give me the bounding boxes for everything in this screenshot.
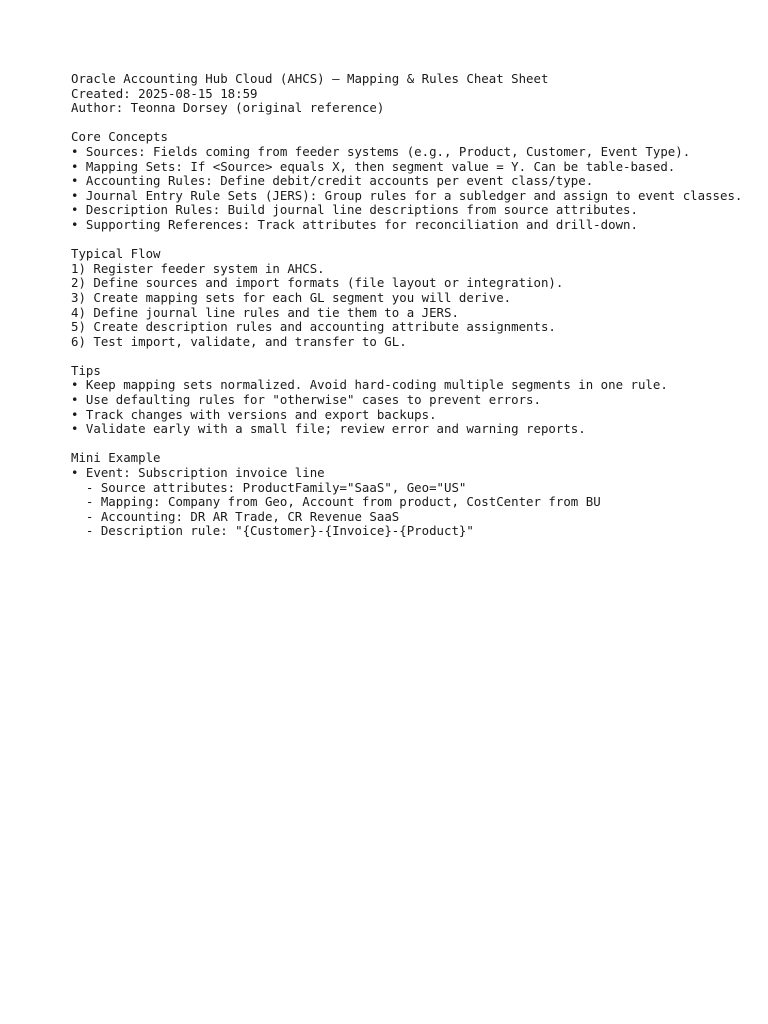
example-detail: - Description rule: "{Customer}-{Invoice}-{Product}" [71, 523, 474, 539]
spacer [71, 233, 761, 248]
spacer [71, 349, 761, 364]
section-heading-core-concepts: Core Concepts [71, 129, 168, 145]
section-heading-tips: Tips [71, 362, 101, 378]
flow-step: 4) Define journal line rules and tie them to a JERS. [71, 304, 459, 320]
flow-step: 1) Register feeder system in AHCS. [71, 260, 325, 276]
example-detail: - Mapping: Company from Geo, Account from product, CostCenter from BU [71, 494, 601, 510]
flow-step: 5) Create description rules and accounting attribute assignments. [71, 319, 556, 335]
list-item: • Keep mapping sets normalized. Avoid hard-coding multiple segments in one rule. [71, 377, 668, 393]
spacer [71, 437, 761, 452]
flow-step: 6) Test import, validate, and transfer to GL. [71, 333, 407, 349]
list-item: • Track changes with versions and export backups. [71, 406, 437, 422]
document-title: Oracle Accounting Hub Cloud (AHCS) — Mapping & Rules Cheat Sheet [71, 71, 549, 86]
list-item: • Accounting Rules: Define debit/credit accounts per event class/type. [71, 173, 594, 189]
example-detail: - Source attributes: ProductFamily="SaaS", Geo="US" [71, 479, 467, 495]
example-event: • Event: Subscription invoice line [71, 465, 325, 481]
author-line: Author: Teonna Dorsey (original reference) [71, 100, 385, 116]
list-item: • Sources: Fields coming from feeder systems (e.g., Product, Customer, Event Type). [71, 143, 691, 159]
list-item: • Journal Entry Rule Sets (JERS): Group rules for a subledger and assign to event classes. [71, 187, 743, 203]
document-page [71, 72, 761, 539]
list-item: • Validate early with a small file; review error and warning reports. [71, 421, 586, 437]
section-heading-typical-flow: Typical Flow [71, 246, 161, 262]
flow-step: 2) Define sources and import formats (file layout or integration). [71, 275, 564, 291]
list-item: • Use defaulting rules for "otherwise" cases to prevent errors. [71, 392, 541, 408]
flow-step: 3) Create mapping sets for each GL segment you will derive. [71, 289, 512, 305]
list-item: • Description Rules: Build journal line descriptions from source attributes. [71, 202, 638, 218]
section-heading-mini-example: Mini Example [71, 450, 161, 466]
spacer [71, 116, 761, 131]
list-item: • Supporting References: Track attributes for reconciliation and drill-down. [71, 216, 638, 232]
created-timestamp: Created: 2025-08-15 18:59 [71, 85, 258, 101]
list-item: • Mapping Sets: If <Source> equals X, then segment value = Y. Can be table-based. [71, 158, 676, 174]
example-detail: - Accounting: DR AR Trade, CR Revenue SaaS [71, 508, 400, 524]
